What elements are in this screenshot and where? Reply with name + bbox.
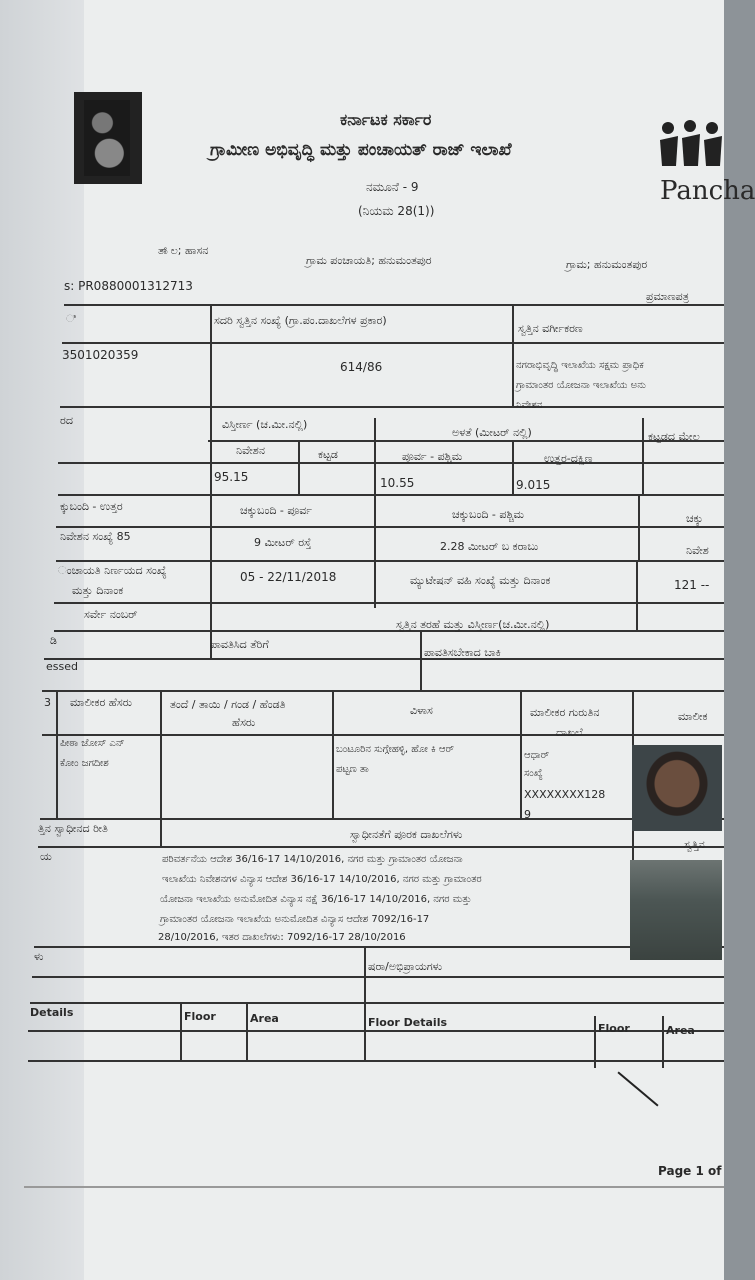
form-number: ನಮೂನೆ - 9 <box>366 180 419 194</box>
rule-line <box>208 440 724 442</box>
gp-resolution-label-2: ಮತ್ತು ದಿನಾಂಕ <box>72 584 124 597</box>
details-label: Details <box>30 1006 74 1019</box>
area-label: ವಿಸ್ತೀರ್ಣ (ಚ.ಮೀ.ನಲ್ಲಿ) <box>222 418 308 431</box>
tax-due-label: ಪಾವತಿಸಬೇಕಾದ ಬಾಕಿ <box>424 646 501 659</box>
row-label: ಡಿ <box>50 634 57 647</box>
rule-line <box>298 440 300 494</box>
id-doc-label-1: ಮಾಲೀಕರ ಗುರುತಿನ <box>530 706 600 719</box>
rule-line <box>594 1016 596 1068</box>
property-photo <box>630 860 722 960</box>
record-id: s: PR0880001312713 <box>64 279 193 293</box>
rule-line <box>28 1060 724 1062</box>
rule-line <box>58 494 724 496</box>
rule-line <box>24 1186 724 1188</box>
rule-line <box>520 690 522 818</box>
gov-title: ಕರ್ನಾಟಕ ಸರ್ಕಾರ <box>340 110 432 129</box>
rule-number: (ನಿಯಮ 28(1)) <box>358 204 435 218</box>
left-label-2: ಯ <box>40 850 52 863</box>
bound-west-label: ಚಕ್ಕುಬಂದಿ - ಪಶ್ಚಿಮ <box>452 508 525 521</box>
id-doc-line-4: 9 <box>524 808 531 821</box>
classification-line-1: ನಗರಾಭಿವೃದ್ಧಿ ಇಲಾಖೆಯ ಸಕ್ಷಮ ಪ್ರಾಧಿಕ <box>516 360 644 371</box>
rule-line <box>60 406 724 408</box>
certificate-label: ಪ್ರಮಾಣಪತ್ರ <box>646 290 690 303</box>
bound-north-label: ಕ್ಕುಬಂದಿ - ಉತ್ತರ <box>60 500 123 513</box>
address-label: ವಿಳಾಸ <box>410 704 433 717</box>
floor-details-label: Floor Details <box>368 1016 448 1029</box>
acquisition-docs-label: ಸ್ವಾಧೀನತೆಗೆ ಪೂರಕ ದಾಖಲೆಗಳು <box>350 828 463 841</box>
dept-title: ಗ್ರಾಮೀಣ ಅಭಿವೃದ್ಧಿ ಮತ್ತು ಪಂಚಾಯತ್ ರಾಜ್ ಇಲಾಖೆ <box>210 140 512 160</box>
rule-line <box>332 690 334 818</box>
acquisition-line-1: ಪರಿವರ್ತನೆಯ ಆದೇಶ 36/16-17 14/10/2016, ನಗರ ಮತ್ತು ಗ್ರಾಮಾಂತರ ಯೋಜನಾ <box>162 854 463 865</box>
bound-north-value: ನಿವೇಶನ ಸಂಖ್ಯೆ 85 <box>60 530 131 543</box>
north-south-value: 9.015 <box>516 478 551 492</box>
site-column: ನಿವೇಶನ <box>236 444 265 457</box>
rule-line <box>54 602 724 604</box>
classification-line-3: ನಿವೇಶನ <box>516 400 543 411</box>
measure-label: ಅಳತೆ (ಮೀಟರ್ ನಲ್ಲಿ) <box>452 426 532 439</box>
property-number: 614/86 <box>340 360 383 374</box>
acquisition-line-5: 28/10/2016, ಇತರ ದಾಖಲೆಗಳು: 7092/16-17 28/10/2016 <box>158 932 406 943</box>
panchatantra-logo-icon <box>658 120 728 172</box>
rule-line <box>420 630 422 690</box>
rule-line <box>246 1002 248 1060</box>
rule-line <box>64 304 724 306</box>
floor-label-2: Floor <box>598 1022 630 1035</box>
rule-line <box>56 526 724 528</box>
rule-line <box>636 560 638 630</box>
portal-logo-text: Pancha <box>660 176 755 206</box>
left-label-1: ರದ <box>60 414 73 427</box>
north-south-column: ಉತ್ತರ-ದಕ್ಷಿಣ <box>544 452 593 465</box>
id-doc-label-2: ದಾಖಲೆ <box>556 726 583 739</box>
rule-line <box>40 818 724 820</box>
owner-photo-label: ಮಾಲೀಕ <box>678 710 708 723</box>
rule-line <box>54 630 724 632</box>
property-type-label: ಸ್ವತ್ತಿನ ತರಹೆ ಮತ್ತು ವಿಸ್ತೀರ್ಣ(ಚ.ಮೀ.ನಲ್ಲಿ) <box>396 618 550 631</box>
row-marker: ಿ <box>66 314 76 325</box>
rule-line <box>42 734 724 736</box>
karnataka-emblem-icon <box>74 92 142 184</box>
tax-paid-label: ಪಾವತಿಸಿದ ತೆರಿಗೆ <box>210 638 269 651</box>
bound-south-value: ನಿವೇಶ <box>686 544 709 557</box>
id-number: 3501020359 <box>62 348 139 362</box>
owner-serial-label: 3 <box>44 696 51 709</box>
rule-line <box>42 690 724 692</box>
owner-name-line-2: ಕೋಂ ಜಗದೀಶ <box>60 758 109 769</box>
mutation-value: 121 -- <box>674 578 710 592</box>
remarks-label: ಷರಾ/ಅಭಿಪ್ರಾಯಗಳು <box>368 960 443 973</box>
parent-label-1: ತಂದೆ / ತಾಯಿ / ಗಂಡ / ಹೆಂಡತಿ <box>170 698 286 711</box>
bound-east-label: ಚಕ್ಕುಬಂದಿ - ಪೂರ್ವ <box>240 504 313 517</box>
area-column-label-2: Area <box>666 1024 695 1037</box>
gram-panchayat: ಗ್ರಾಮ ಪಂಚಾಯತಿ; ಹನುಮಂತಪುರ <box>306 254 432 267</box>
area-column-label: Area <box>250 1012 279 1025</box>
id-doc-line-2: ಸಂಖ್ಯೆ <box>524 768 543 779</box>
owner-name-label: ಮಾಲೀಕರ ಹೆಸರು <box>70 696 133 709</box>
building-column: ಕಟ್ಟಡ <box>318 448 338 461</box>
bound-east-value: 9 ಮೀಟರ್ ರಸ್ತೆ <box>254 536 312 549</box>
owner-name-line-1: ಪೀಠಾ ಜೋಸ್ ಎನ್ <box>60 738 125 749</box>
rule-line <box>180 1002 182 1060</box>
address-line-1: ಬಂಟೂರಿನ ಸುಗ್ಗೇಹಳ್ಳಿ, ಹೋ ಕಿ ಆರ್ <box>336 744 455 755</box>
rule-line <box>210 304 212 660</box>
building-label: ಕಟ್ಟಡದ ಮೇಲ <box>648 430 700 443</box>
rule-line <box>374 418 376 608</box>
floor-label: Floor <box>184 1010 216 1023</box>
rule-line <box>32 976 724 978</box>
rule-line <box>642 418 644 494</box>
classification-label: ಸ್ವತ್ತಿನ ವರ್ಗೀಕರಣ <box>518 322 583 335</box>
address-line-2: ಪಟ್ಟಣ ತಾ <box>336 764 369 775</box>
rule-line <box>62 342 724 344</box>
left-label-3: ಳು <box>34 950 44 963</box>
east-west-value: 10.55 <box>380 476 415 490</box>
acquisition-label: ತ್ತಿನ ಸ್ವಾಧೀನದ ರೀತಿ <box>38 822 108 835</box>
rule-line <box>56 690 58 818</box>
acquisition-line-4: ಗ್ರಾಮಾಂತರ ಯೋಜನಾ ಇಲಾಖೆಯ ಅನುಮೋದಿತ ವಿನ್ಯಾಸ ಆದೇಶ 7092/16-17 <box>160 914 430 925</box>
rule-line <box>364 946 366 1062</box>
pen-mark <box>617 1072 658 1107</box>
mutation-label: ಮ್ಯುಟೇಷನ್ ವಹಿ ಸಂಖ್ಯೆ ಮತ್ತು ದಿನಾಂಕ <box>410 574 551 587</box>
bound-south-label: ಚಕ್ಕು <box>686 512 704 525</box>
id-doc-line-1: ಆಧಾರ್ <box>524 750 550 761</box>
property-photo-label: ಸ್ವತ್ತಿನ <box>684 838 705 851</box>
rule-line <box>512 440 514 494</box>
id-doc-line-3: XXXXXXXX128 <box>524 788 606 801</box>
assessed-label: essed <box>46 660 78 673</box>
rule-line <box>58 462 724 464</box>
rule-line <box>30 1002 724 1004</box>
owner-photo <box>632 745 722 831</box>
gp-resolution-label-1: ಂಚಾಯತಿ ನಿರ್ಣಯದ ಸಂಖ್ಯೆ <box>58 564 167 577</box>
rule-line <box>56 560 724 562</box>
page-number: Page 1 of <box>658 1164 722 1178</box>
site-area-value: 95.15 <box>214 470 249 484</box>
rule-line <box>160 690 162 848</box>
rule-line <box>638 494 640 560</box>
east-west-column: ಪೂರ್ವ - ಪಶ್ಚಿಮ <box>402 450 463 463</box>
property-number-label: ಸದರಿ ಸ್ವತ್ತಿನ ಸಂಖ್ಯೆ (ಗ್ರಾ.ಪಂ.ದಾಖಲೆಗಳ ಪ್ರಕಾರ) <box>214 314 387 327</box>
taluk: ತಾ್ಲ; ಹಾಸನ <box>158 244 209 257</box>
gp-resolution-value: 05 - 22/11/2018 <box>240 570 337 584</box>
village: ಗ್ರಾಮ; ಹನುಮಂತಪುರ <box>566 258 648 271</box>
acquisition-line-2: ಇಲಾಖೆಯ ನಿವೇಶನಗಳ ವಿನ್ಯಾಸ ಆದೇಶ 36/16-17 14/10/2016, ನಗರ ಮತ್ತು ಗ್ರಾಮಾಂತರ <box>162 874 482 885</box>
rule-line <box>512 304 514 406</box>
rule-line <box>34 946 724 948</box>
acquisition-line-3: ಯೋಜನಾ ಇಲಾಖೆಯ ಅನುಮೋದಿತ ವಿನ್ಯಾಸ ನಕ್ಷೆ 36/16-17 14/10/2016, ನಗರ ಮತ್ತು <box>160 894 472 905</box>
rule-line <box>38 846 724 848</box>
bound-west-value: 2.28 ಮೀಟರ್ ಬ ಕರಾಬು <box>440 540 539 553</box>
rule-line <box>44 658 724 660</box>
rule-line <box>662 1016 664 1068</box>
parent-label-2: ಹೆಸರು <box>232 716 256 729</box>
classification-line-2: ಗ್ರಾಮಾಂತರ ಯೋಜನಾ ಇಲಾಖೆಯ ಅನು <box>516 380 646 391</box>
survey-label: ಸರ್ವೇ ನಂಬರ್ <box>84 608 138 621</box>
